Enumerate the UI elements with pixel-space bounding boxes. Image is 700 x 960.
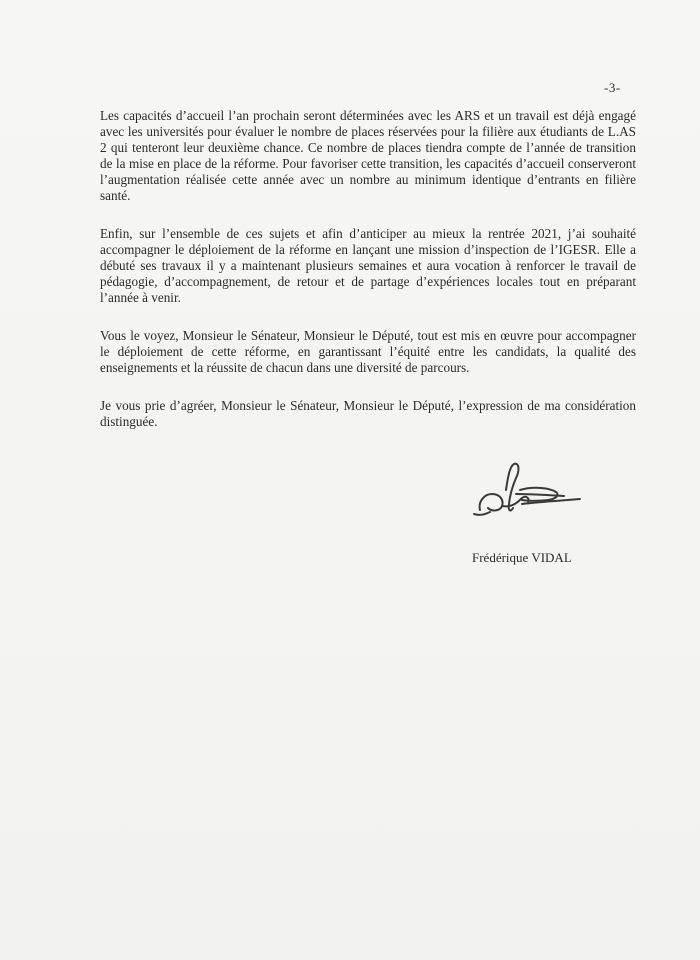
page-number: -3-: [604, 80, 621, 95]
paragraph-capacities: Les capacités d’accueil l’an prochain seront déterminées avec les ARS et un travail est déjà engagé avec les universités pour évaluer le nombre de places réservées pour la filière aux étudiants de L.AS 2 qui tenteront leur deuxième chance. Ce nombre de places tiendra compte de l’année de transition de la mise en place de la réforme. Pour favoriser cette transition, les capacités d’accueil conserveront l’augmentation réalisée cette année avec un nombre au minimum identique d’entrants en filière santé.: [100, 108, 636, 203]
handwritten-signature: [472, 458, 582, 520]
paragraph-reform: Vous le voyez, Monsieur le Sénateur, Monsieur le Député, tout est mis en œuvre pour accompagner le déploiement de cette réforme, en garantissant l’équité entre les candidats, la qualité des enseignements et la réussite de chacun dans une diversité de parcours.: [100, 328, 636, 375]
paragraph-closing: Je vous prie d’agréer, Monsieur le Sénateur, Monsieur le Député, l’expression de ma considération distinguée.: [100, 398, 636, 429]
signatory-name: Frédérique VIDAL: [472, 550, 572, 565]
paragraph-inspection: Enfin, sur l’ensemble de ces sujets et afin d’anticiper au mieux la rentrée 2021, j’ai souhaité accompagner le déploiement de la réforme en lançant une mission d’inspection de l’IGESR. Elle a débuté ses travaux il y a maintenant plusieurs semaines et aura vocation à renforcer le travail de pédagogie, d’accompagnement, de retour et de partage d’expériences locales tout en préparant l’année à venir.: [100, 226, 636, 305]
letter-body: [100, 108, 636, 430]
